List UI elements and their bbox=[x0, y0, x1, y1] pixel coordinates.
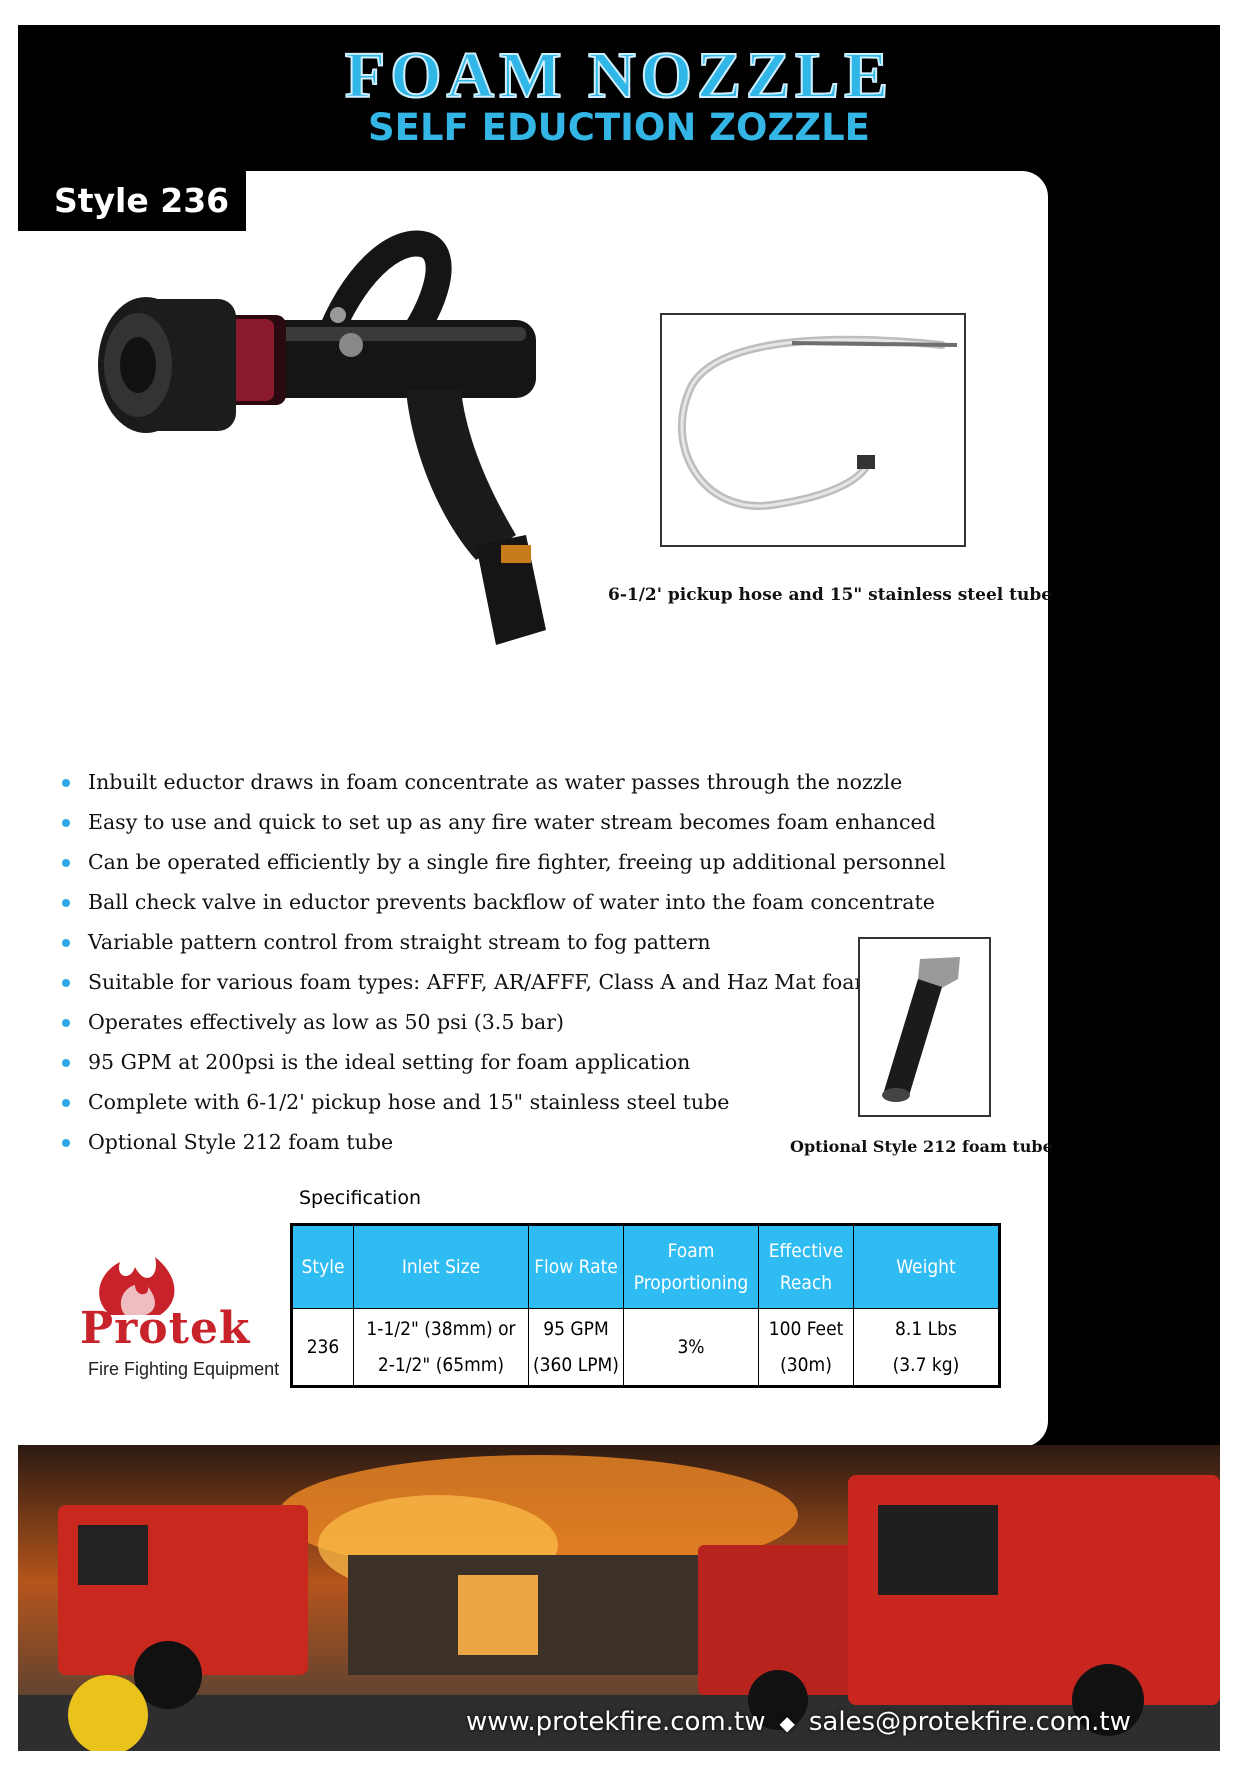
table-header-row bbox=[292, 1225, 1000, 1309]
page-subtitle: SELF EDUCTION ZOZZLE bbox=[368, 106, 870, 149]
feature-list bbox=[56, 762, 946, 1162]
spec-table bbox=[290, 1223, 1001, 1388]
cell-proportioning: 3% bbox=[624, 1309, 759, 1387]
list-item: Suitable for various foam types: AFFF, AR/AFFF, Class A and Haz Mat foams bbox=[56, 962, 876, 1002]
cell-inlet: 1-1/2" (38mm) or 2-1/2" (65mm) bbox=[354, 1309, 529, 1387]
website-link[interactable]: www.protekfire.com.tw bbox=[466, 1707, 766, 1737]
list-item: Can be operated efficiently by a single fire fighter, freeing up additional personnel bbox=[56, 842, 876, 882]
style-tab: Style 236 bbox=[18, 171, 246, 231]
table-row bbox=[292, 1309, 1000, 1387]
bullet-icon bbox=[62, 1099, 70, 1107]
page-frame bbox=[18, 25, 1220, 1751]
fire-scene-photo bbox=[18, 1445, 1220, 1751]
page-title: FOAM NOZZLE bbox=[344, 39, 894, 112]
cell-reach: 100 Feet (30m) bbox=[759, 1309, 854, 1387]
list-item: Optional Style 212 foam tube bbox=[56, 1122, 876, 1162]
bullet-icon bbox=[62, 819, 70, 827]
bullet-icon bbox=[62, 939, 70, 947]
spec-title: Specification bbox=[299, 1187, 421, 1209]
list-item: Easy to use and quick to set up as any fire water stream becomes foam enhanced bbox=[56, 802, 876, 842]
column-header: Effective Reach bbox=[759, 1225, 854, 1309]
cell-weight: 8.1 Lbs (3.7 kg) bbox=[854, 1309, 1000, 1387]
bullet-icon bbox=[62, 779, 70, 787]
column-header: Foam Proportioning bbox=[624, 1225, 759, 1309]
logo-brand: Protek bbox=[80, 1303, 251, 1354]
email-link[interactable]: sales@protekfire.com.tw bbox=[808, 1707, 1131, 1737]
pickup-hose-image bbox=[660, 313, 966, 547]
diamond-separator-icon: ◆ bbox=[779, 1711, 795, 1735]
nozzle-image bbox=[76, 215, 636, 735]
contact-footer bbox=[466, 1707, 1131, 1737]
bullet-icon bbox=[62, 1059, 70, 1067]
foam-tube-caption: Optional Style 212 foam tube bbox=[790, 1137, 1053, 1156]
logo-tagline: Fire Fighting Equipment bbox=[88, 1359, 280, 1379]
protek-logo bbox=[80, 1247, 280, 1387]
list-item: 95 GPM at 200psi is the ideal setting for foam application bbox=[56, 1042, 876, 1082]
cell-style: 236 bbox=[292, 1309, 354, 1387]
list-item: Complete with 6-1/2' pickup hose and 15" stainless steel tube bbox=[56, 1082, 876, 1122]
column-header: Inlet Size bbox=[354, 1225, 529, 1309]
cell-flow: 95 GPM (360 LPM) bbox=[529, 1309, 624, 1387]
bullet-icon bbox=[62, 979, 70, 987]
column-header: Style bbox=[292, 1225, 354, 1309]
bullet-icon bbox=[62, 899, 70, 907]
bullet-icon bbox=[62, 1019, 70, 1027]
hose-caption: 6-1/2' pickup hose and 15" stainless steel tube bbox=[608, 585, 1053, 605]
list-item: Inbuilt eductor draws in foam concentrate as water passes through the nozzle bbox=[56, 762, 876, 802]
column-header: Flow Rate bbox=[529, 1225, 624, 1309]
list-item: Variable pattern control from straight stream to fog pattern bbox=[56, 922, 876, 962]
column-header: Weight bbox=[854, 1225, 1000, 1309]
bullet-icon bbox=[62, 859, 70, 867]
bullet-icon bbox=[62, 1139, 70, 1147]
list-item: Operates effectively as low as 50 psi (3.5 bar) bbox=[56, 1002, 876, 1042]
foam-tube-image bbox=[858, 937, 991, 1117]
list-item: Ball check valve in eductor prevents backflow of water into the foam concentrate bbox=[56, 882, 876, 922]
